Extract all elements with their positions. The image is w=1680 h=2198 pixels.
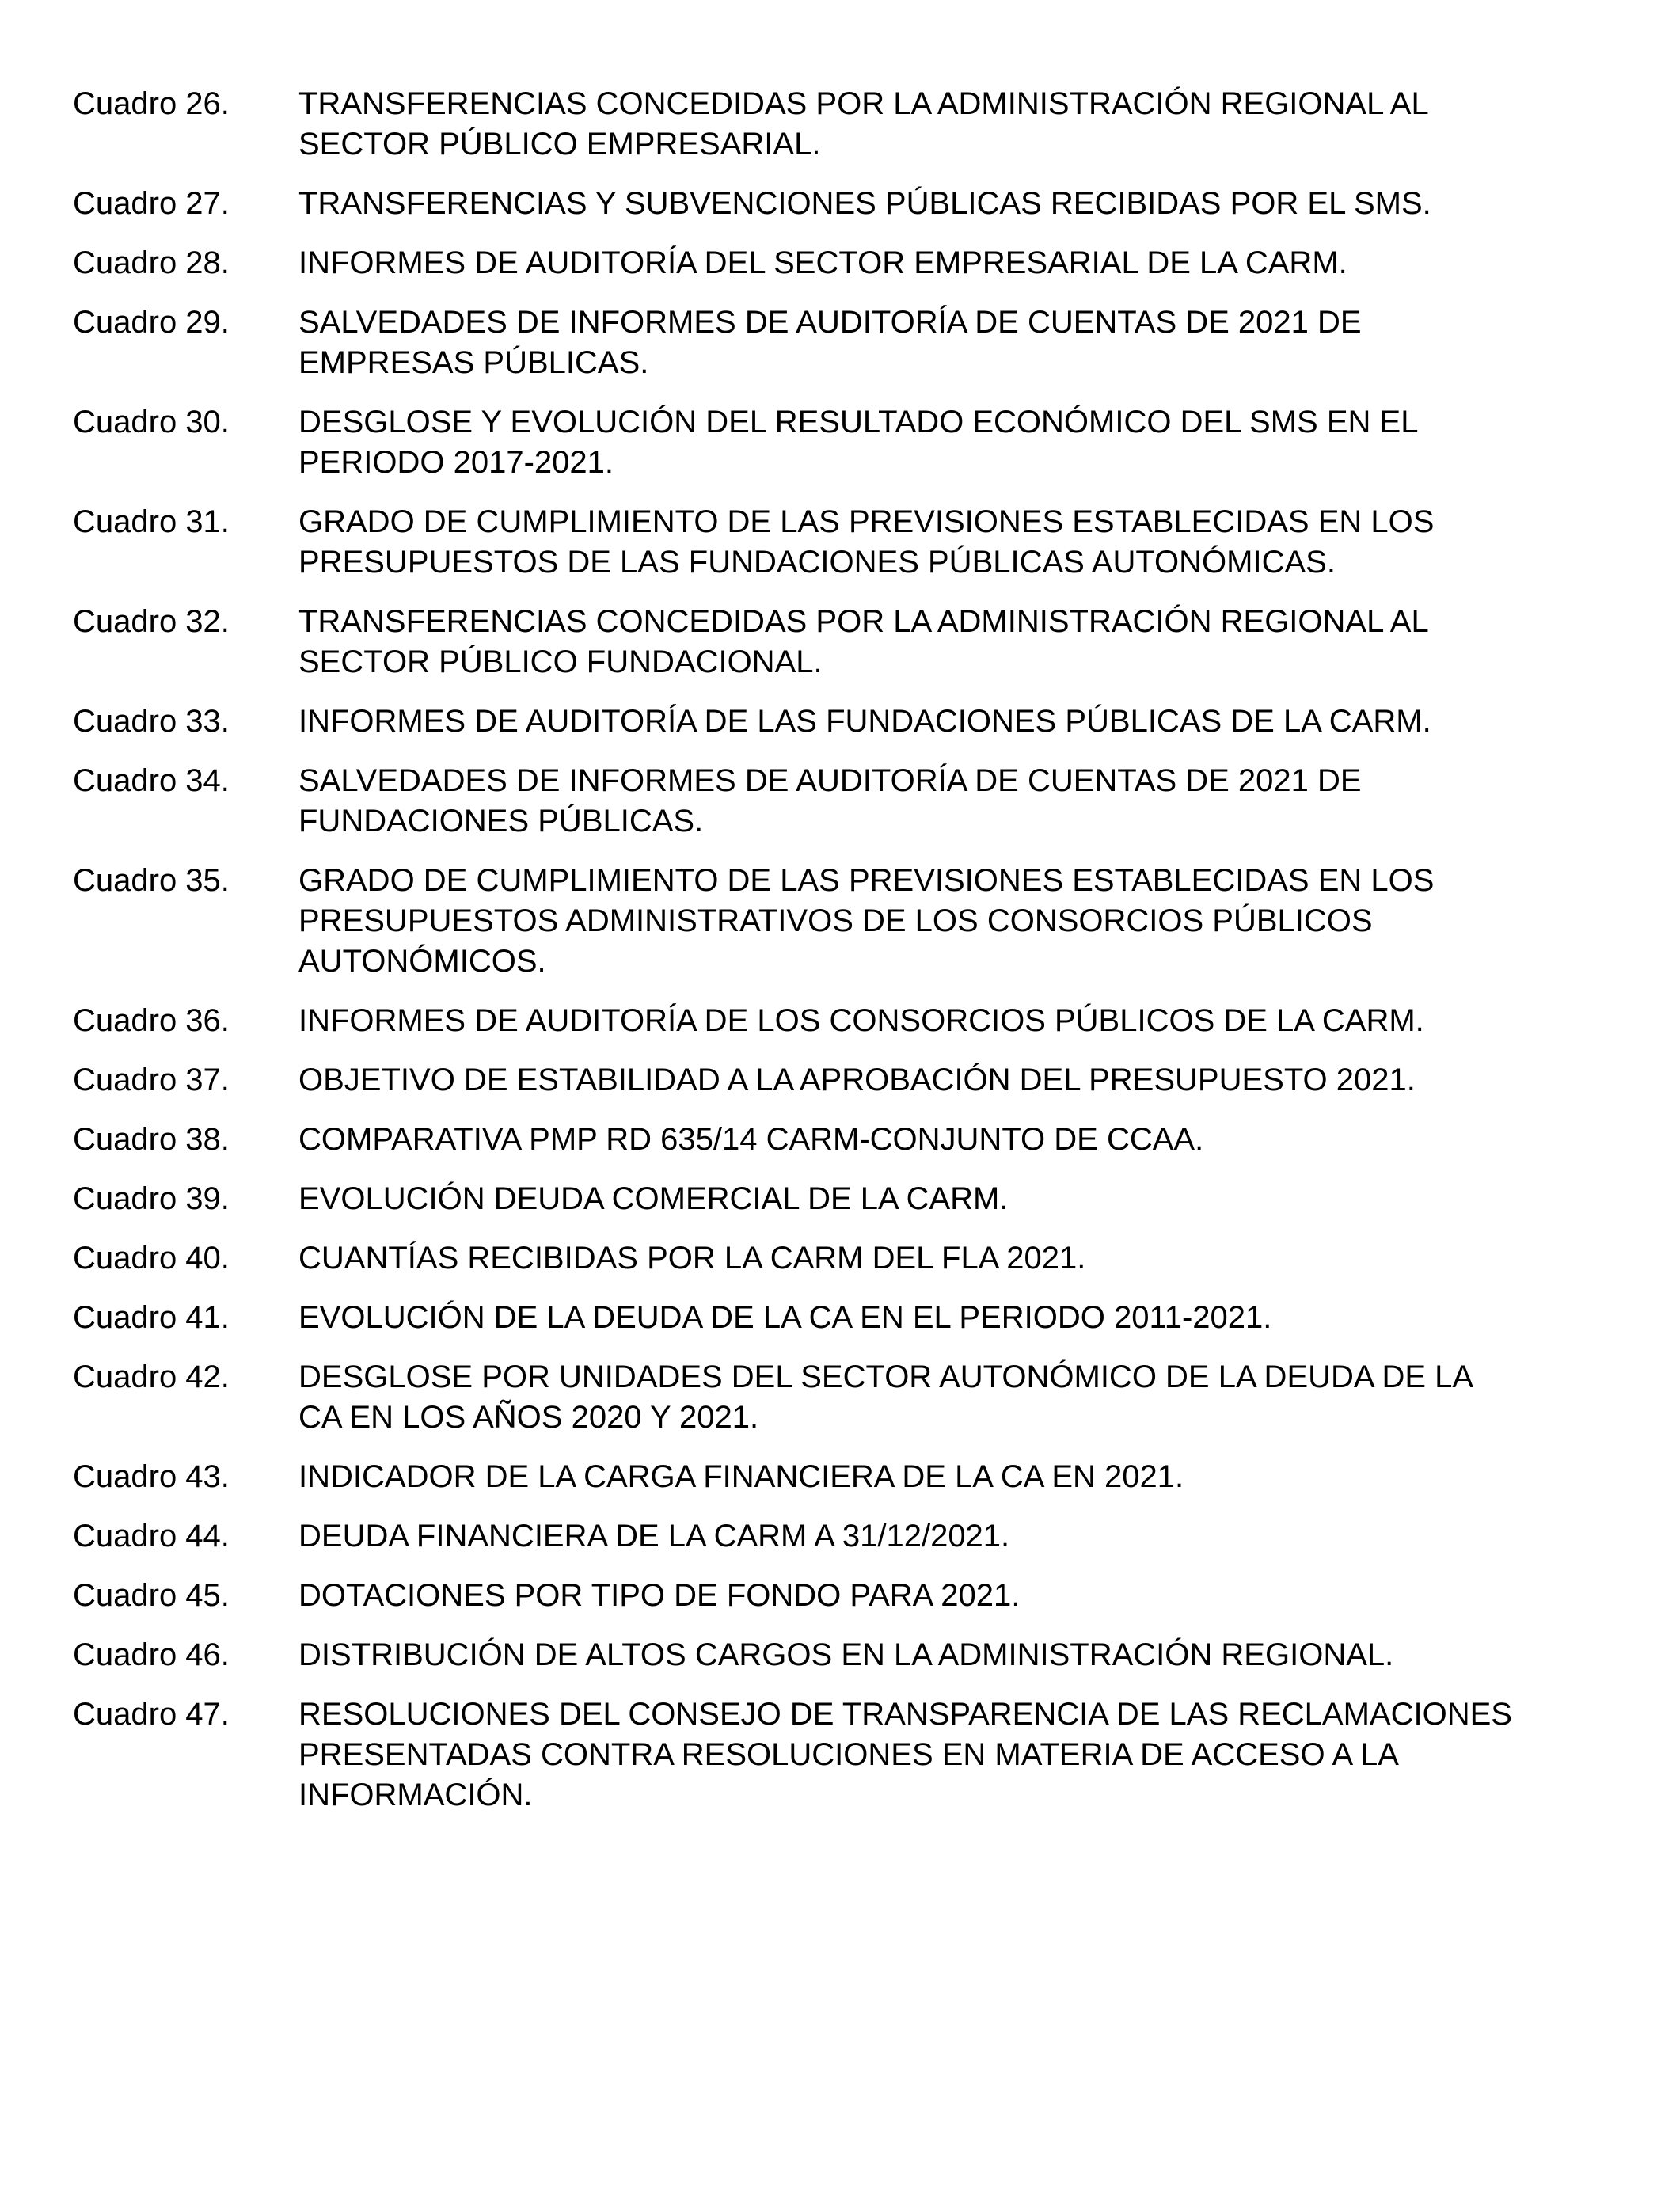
cuadro-number: Cuadro 43. — [73, 1459, 230, 1494]
cuadro-title: OBJETIVO DE ESTABILIDAD A LA APROBACIÓN DEL PRESUPUESTO 2021. — [298, 1063, 1416, 1097]
cuadro-number: Cuadro 27. — [73, 186, 230, 221]
cuadro-number: Cuadro 41. — [73, 1300, 230, 1335]
list-item-cuadro-29 — [73, 302, 1648, 383]
cuadro-number: Cuadro 44. — [73, 1519, 230, 1553]
table-list — [73, 84, 1648, 1835]
cuadro-title: SALVEDADES DE INFORMES DE AUDITORÍA DE CUENTAS DE 2021 DE FUNDACIONES PÚBLICAS. — [298, 763, 1362, 839]
list-item-cuadro-28 — [73, 243, 1648, 283]
cuadro-title: SALVEDADES DE INFORMES DE AUDITORÍA DE CUENTAS DE 2021 DE EMPRESAS PÚBLICAS. — [298, 305, 1362, 380]
list-item-cuadro-42 — [73, 1357, 1648, 1438]
cuadro-title: EVOLUCIÓN DE LA DEUDA DE LA CA EN EL PERIODO 2011-2021. — [298, 1300, 1272, 1335]
list-item-cuadro-41 — [73, 1298, 1648, 1338]
list-item-cuadro-34 — [73, 761, 1648, 842]
cuadro-title: DOTACIONES POR TIPO DE FONDO PARA 2021. — [298, 1578, 1021, 1613]
cuadro-number: Cuadro 33. — [73, 704, 230, 739]
list-item-cuadro-31 — [73, 502, 1648, 583]
cuadro-number: Cuadro 47. — [73, 1697, 230, 1732]
cuadro-number: Cuadro 45. — [73, 1578, 230, 1613]
list-item-cuadro-47 — [73, 1694, 1648, 1816]
list-item-cuadro-43 — [73, 1457, 1648, 1497]
list-item-cuadro-35 — [73, 861, 1648, 982]
cuadro-title: DISTRIBUCIÓN DE ALTOS CARGOS EN LA ADMINISTRACIÓN REGIONAL. — [298, 1637, 1394, 1672]
list-item-cuadro-39 — [73, 1179, 1648, 1219]
list-item-cuadro-37 — [73, 1060, 1648, 1101]
cuadro-number: Cuadro 40. — [73, 1241, 230, 1276]
cuadro-number: Cuadro 35. — [73, 863, 230, 898]
cuadro-title: DEUDA FINANCIERA DE LA CARM A 31/12/2021. — [298, 1519, 1010, 1553]
list-item-cuadro-40 — [73, 1238, 1648, 1279]
cuadro-title: CUANTÍAS RECIBIDAS POR LA CARM DEL FLA 2021. — [298, 1241, 1086, 1276]
cuadro-number: Cuadro 26. — [73, 86, 230, 121]
list-item-cuadro-36 — [73, 1001, 1648, 1041]
cuadro-number: Cuadro 37. — [73, 1063, 230, 1097]
cuadro-title: GRADO DE CUMPLIMIENTO DE LAS PREVISIONES ESTABLECIDAS EN LOS PRESUPUESTOS ADMINISTRATIVOS DE LOS CONSORCIOS PÚBLICOS AUTONÓMICOS. — [298, 863, 1435, 979]
cuadro-title: TRANSFERENCIAS Y SUBVENCIONES PÚBLICAS RECIBIDAS POR EL SMS. — [298, 186, 1431, 221]
cuadro-title: EVOLUCIÓN DEUDA COMERCIAL DE LA CARM. — [298, 1181, 1009, 1216]
cuadro-number: Cuadro 42. — [73, 1359, 230, 1394]
list-item-cuadro-33 — [73, 702, 1648, 742]
list-item-cuadro-44 — [73, 1516, 1648, 1557]
cuadro-number: Cuadro 36. — [73, 1003, 230, 1038]
cuadro-title: RESOLUCIONES DEL CONSEJO DE TRANSPARENCIA DE LAS RECLAMACIONES PRESENTADAS CONTRA RESOLUCIONES EN MATERIA DE ACCESO A LA INFORMACIÓN. — [298, 1697, 1512, 1812]
cuadro-title: COMPARATIVA PMP RD 635/14 CARM-CONJUNTO DE CCAA. — [298, 1122, 1204, 1157]
cuadro-number: Cuadro 38. — [73, 1122, 230, 1157]
cuadro-title: TRANSFERENCIAS CONCEDIDAS POR LA ADMINISTRACIÓN REGIONAL AL SECTOR PÚBLICO FUNDACIONAL. — [298, 604, 1429, 679]
cuadro-title: INFORMES DE AUDITORÍA DE LOS CONSORCIOS PÚBLICOS DE LA CARM. — [298, 1003, 1424, 1038]
list-item-cuadro-46 — [73, 1635, 1648, 1675]
cuadro-number: Cuadro 31. — [73, 504, 230, 539]
cuadro-number: Cuadro 28. — [73, 245, 230, 280]
cuadro-number: Cuadro 34. — [73, 763, 230, 798]
cuadro-title: DESGLOSE POR UNIDADES DEL SECTOR AUTONÓMICO DE LA DEUDA DE LA CA EN LOS AÑOS 2020 Y 2021. — [298, 1359, 1474, 1435]
list-item-cuadro-27 — [73, 184, 1648, 224]
list-item-cuadro-30 — [73, 402, 1648, 483]
cuadro-number: Cuadro 32. — [73, 604, 230, 639]
list-item-cuadro-45 — [73, 1576, 1648, 1616]
cuadro-title: INFORMES DE AUDITORÍA DEL SECTOR EMPRESARIAL DE LA CARM. — [298, 245, 1347, 280]
cuadro-title: TRANSFERENCIAS CONCEDIDAS POR LA ADMINISTRACIÓN REGIONAL AL SECTOR PÚBLICO EMPRESARIAL. — [298, 86, 1429, 162]
cuadro-title: INFORMES DE AUDITORÍA DE LAS FUNDACIONES PÚBLICAS DE LA CARM. — [298, 704, 1431, 739]
cuadro-number: Cuadro 30. — [73, 405, 230, 439]
cuadro-number: Cuadro 29. — [73, 305, 230, 340]
list-item-cuadro-32 — [73, 602, 1648, 683]
cuadro-title: DESGLOSE Y EVOLUCIÓN DEL RESULTADO ECONÓMICO DEL SMS EN EL PERIODO 2017-2021. — [298, 405, 1419, 480]
cuadro-title: GRADO DE CUMPLIMIENTO DE LAS PREVISIONES ESTABLECIDAS EN LOS PRESUPUESTOS DE LAS FUNDACIONES PÚBLICAS AUTONÓMICAS. — [298, 504, 1435, 580]
list-item-cuadro-38 — [73, 1120, 1648, 1160]
list-item-cuadro-26 — [73, 84, 1648, 165]
cuadro-number: Cuadro 46. — [73, 1637, 230, 1672]
cuadro-title: INDICADOR DE LA CARGA FINANCIERA DE LA CA EN 2021. — [298, 1459, 1184, 1494]
cuadro-number: Cuadro 39. — [73, 1181, 230, 1216]
